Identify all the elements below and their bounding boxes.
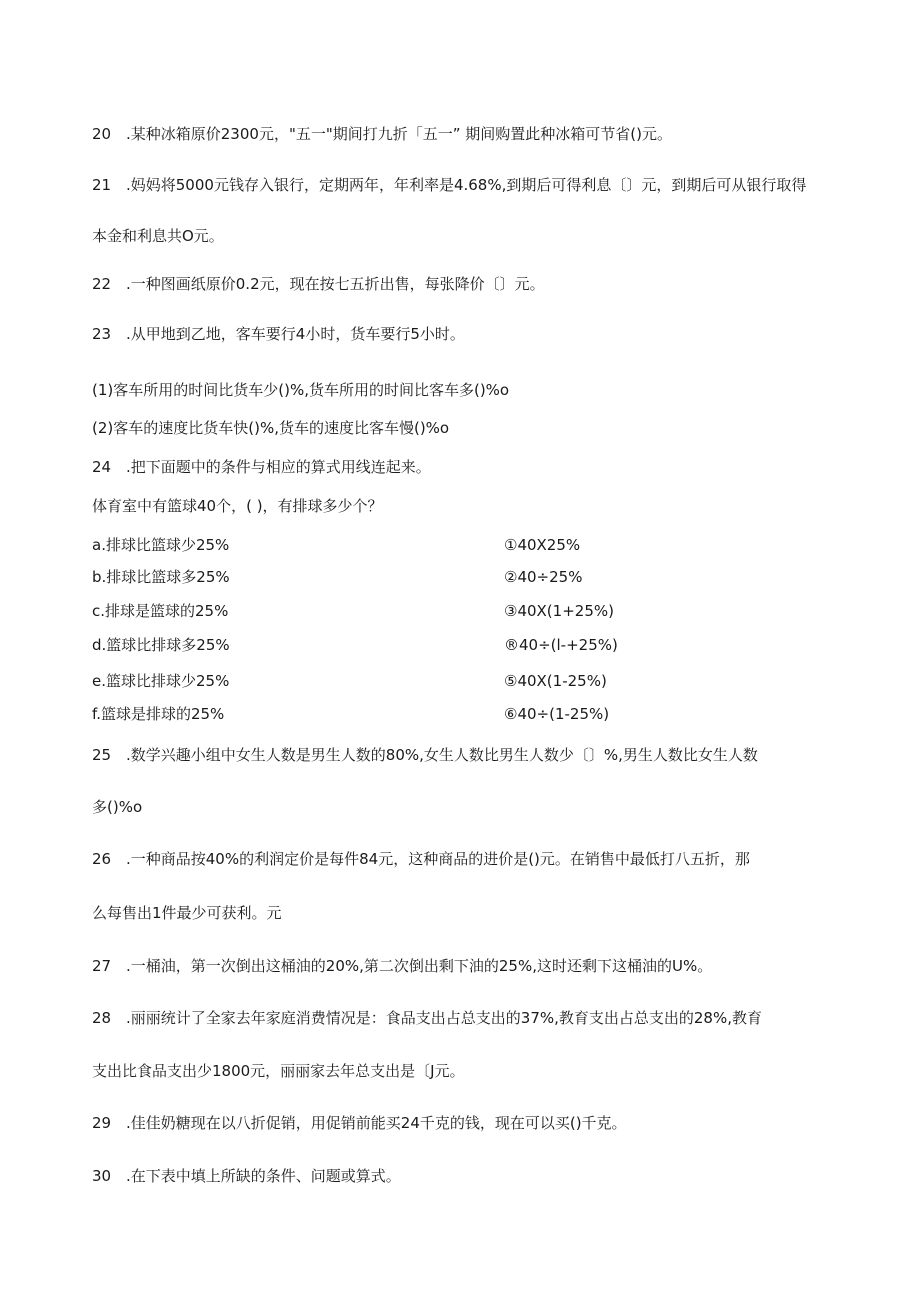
question-number: 25 xyxy=(92,746,112,764)
question-text: .某种冰箱原价2300元，"五一"期间打九折「五一” 期间购置此种冰箱可节省()元。 xyxy=(126,125,672,143)
question-number: 29 xyxy=(92,1114,112,1132)
condition-e: e.篮球比排球少25% xyxy=(92,672,230,690)
question-text-continuation: 么每售出1件最少可获利。元 xyxy=(92,904,282,922)
sub-question: (2)客车的速度比货车快()%,货车的速度比客车慢()%o xyxy=(92,419,450,437)
question-number: 20 xyxy=(92,125,112,143)
question-number: 23 xyxy=(92,325,112,343)
question-number: 22 xyxy=(92,275,112,293)
question-text: .丽丽统计了全家去年家庭消费情况是：食品支出占总支出的37%,教育支出占总支出的28%,教育 xyxy=(126,1009,762,1027)
question-number: 26 xyxy=(92,850,112,868)
problem-intro: 体育室中有篮球40个，( )，有排球多少个？ xyxy=(92,497,383,515)
question-number: 28 xyxy=(92,1009,112,1027)
question-number: 30 xyxy=(92,1167,112,1185)
condition-c: c.排球是篮球的25% xyxy=(92,602,229,620)
formula-2: ②40÷25% xyxy=(504,568,583,586)
question-text: .数学兴趣小组中女生人数是男生人数的80%,女生人数比男生人数少〔〕%,男生人数比女生人数 xyxy=(126,746,758,764)
condition-d: d.篮球比排球多25% xyxy=(92,636,230,654)
condition-b: b.排球比篮球多25% xyxy=(92,568,230,586)
question-text-continuation: 支出比食品支出少1800元，丽丽家去年总支出是〔J元。 xyxy=(92,1062,465,1080)
question-text: .一桶油，第一次倒出这桶油的20%,第二次倒出剩下油的25%,这时还剩下这桶油的U%。 xyxy=(126,957,713,975)
question-number: 21 xyxy=(92,176,112,194)
condition-f: f.篮球是排球的25% xyxy=(92,705,225,723)
condition-a: a.排球比篮球少25% xyxy=(92,536,230,554)
formula-1: ①40X25% xyxy=(504,536,581,554)
formula-4: ®40÷(l-+25%) xyxy=(504,636,618,654)
question-text: .把下面题中的条件与相应的算式用线连起来。 xyxy=(126,458,431,476)
formula-3: ③40X(1+25%) xyxy=(504,602,614,620)
question-number: 27 xyxy=(92,957,112,975)
question-text-continuation: 多()%o xyxy=(92,798,143,816)
question-text: .一种商品按40%的利润定价是每件84元，这种商品的进价是()元。在销售中最低打八五折，那 xyxy=(126,850,750,868)
formula-5: ⑤40X(1-25%) xyxy=(504,672,607,690)
question-text: .从甲地到乙地，客车要行4小时，货车要行5小时。 xyxy=(126,325,465,343)
question-text: .佳佳奶糖现在以八折促销，用促销前能买24千克的钱，现在可以买()千克。 xyxy=(126,1114,627,1132)
formula-6: ⑥40÷(1-25%) xyxy=(504,705,610,723)
question-text: .在下表中填上所缺的条件、问题或算式。 xyxy=(126,1167,401,1185)
sub-question: (1)客车所用的时间比货车少()%,货车所用的时间比客车多()%o xyxy=(92,381,510,399)
question-number: 24 xyxy=(92,458,112,476)
question-text: .一种图画纸原价0.2元，现在按七五折出售，每张降价〔〕元。 xyxy=(126,275,545,293)
question-text-continuation: 本金和利息共O元。 xyxy=(92,227,224,245)
question-text: .妈妈将5000元钱存入银行，定期两年，年利率是4.68%,到期后可得利息〔〕元，到期后可从银行取得 xyxy=(126,176,807,194)
